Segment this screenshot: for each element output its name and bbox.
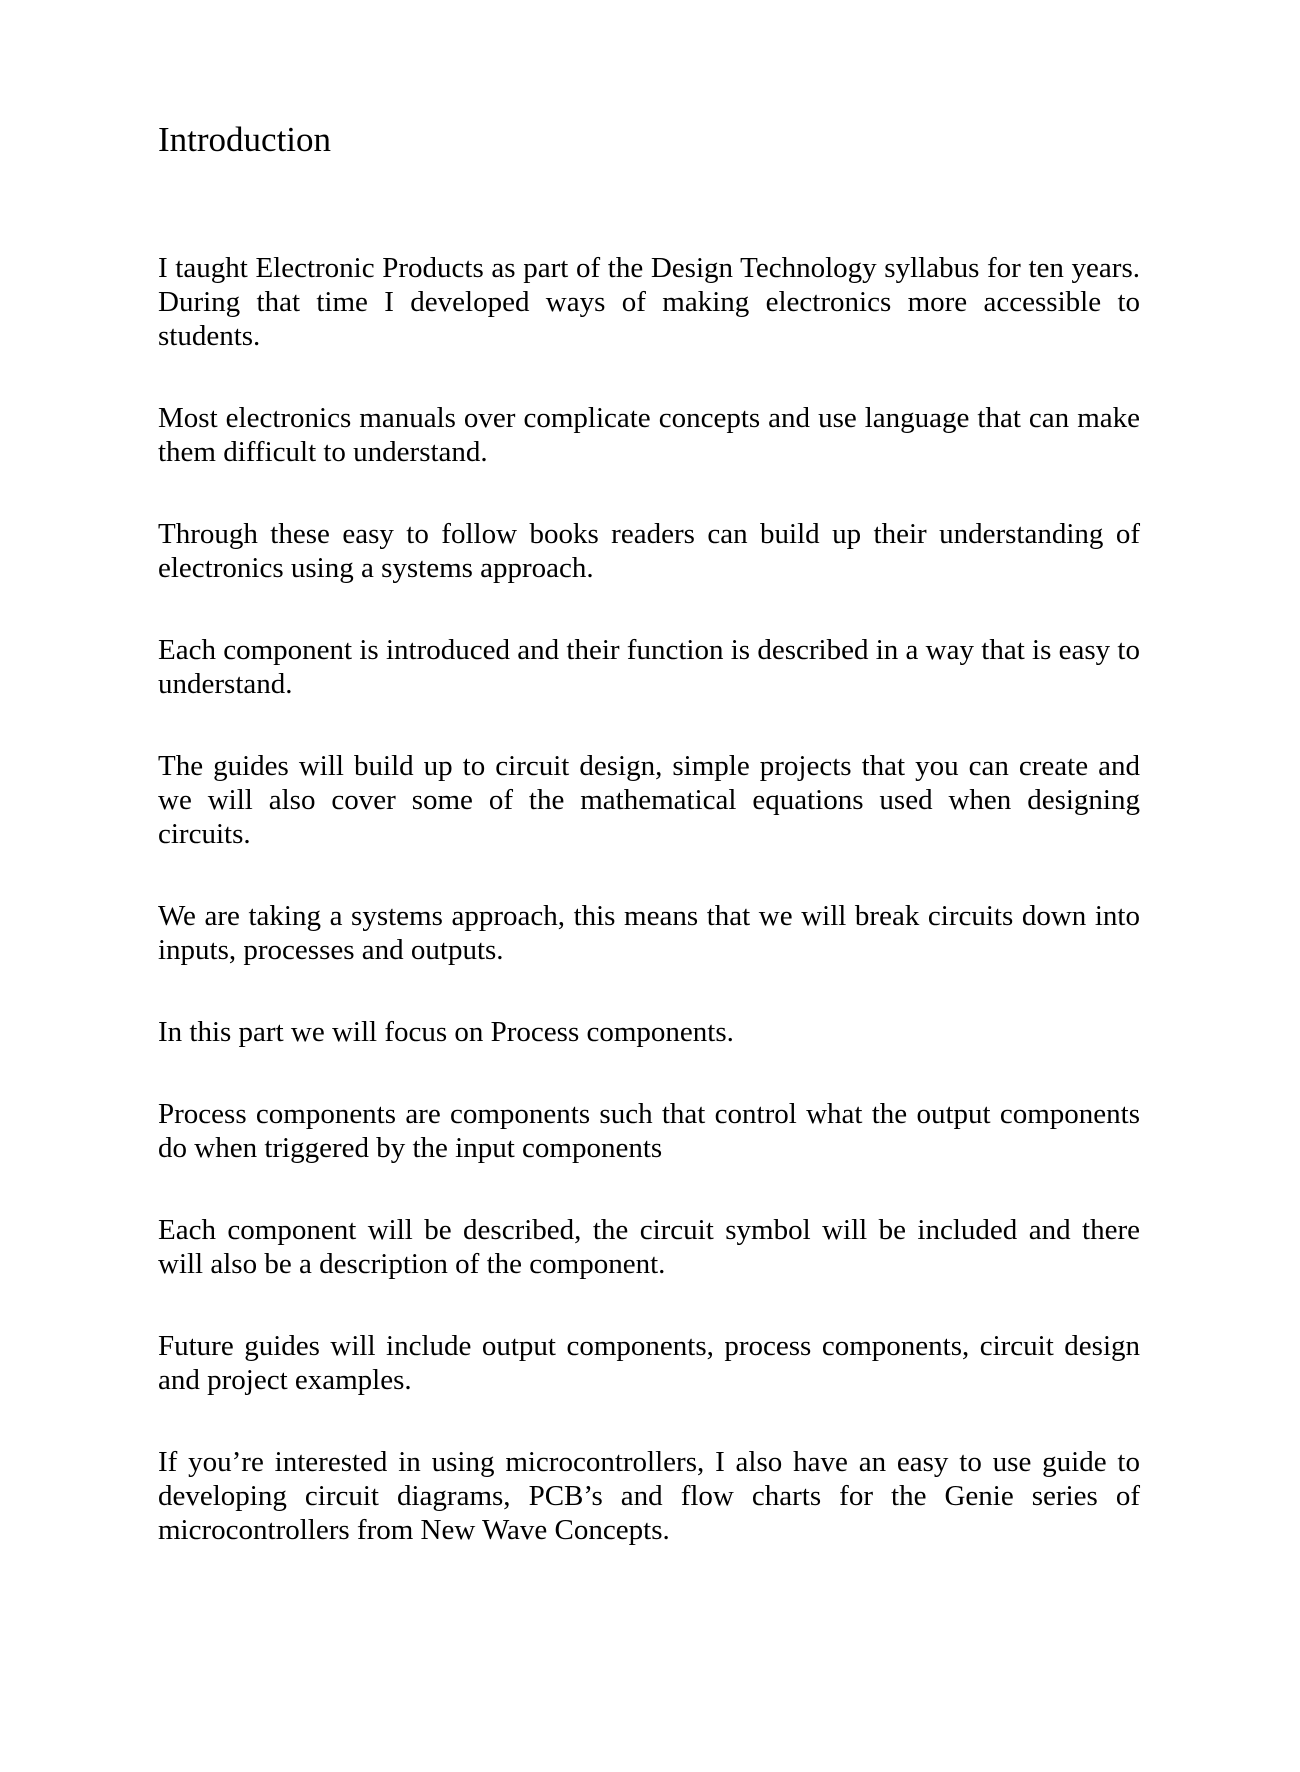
paragraph: Each component is introduced and their function is described in a way that is easy to understand. — [158, 634, 1140, 700]
paragraph: If you’re interested in using microcontrollers, I also have an easy to use guide to developing circuit diagrams, PCB’s and flow charts for the Genie series of microcontrollers from New Wave Concepts. — [158, 1446, 1140, 1546]
body-text — [158, 251, 1140, 1595]
paragraph: Through these easy to follow books readers can build up their understanding of electronics using a systems approach. — [158, 518, 1140, 584]
page-title: Introduction — [158, 120, 332, 159]
paragraph: Process components are components such that control what the output components do when triggered by the input components — [158, 1098, 1140, 1164]
paragraph: I taught Electronic Products as part of the Design Technology syllabus for ten years. During that time I developed ways of making electronics more accessible to students. — [158, 252, 1140, 352]
paragraph: Most electronics manuals over complicate concepts and use language that can make them difficult to understand. — [158, 402, 1140, 468]
paragraph: In this part we will focus on Process components. — [158, 1016, 734, 1048]
document-page — [158, 0, 1140, 1772]
paragraph: The guides will build up to circuit design, simple projects that you can create and we will also cover some of the mathematical equations used when designing circuits. — [158, 750, 1140, 850]
paragraph: Each component will be described, the circuit symbol will be included and there will also be a description of the component. — [158, 1214, 1140, 1280]
paragraph: Future guides will include output components, process components, circuit design and project examples. — [158, 1330, 1140, 1396]
paragraph: We are taking a systems approach, this means that we will break circuits down into inputs, processes and outputs. — [158, 900, 1140, 966]
